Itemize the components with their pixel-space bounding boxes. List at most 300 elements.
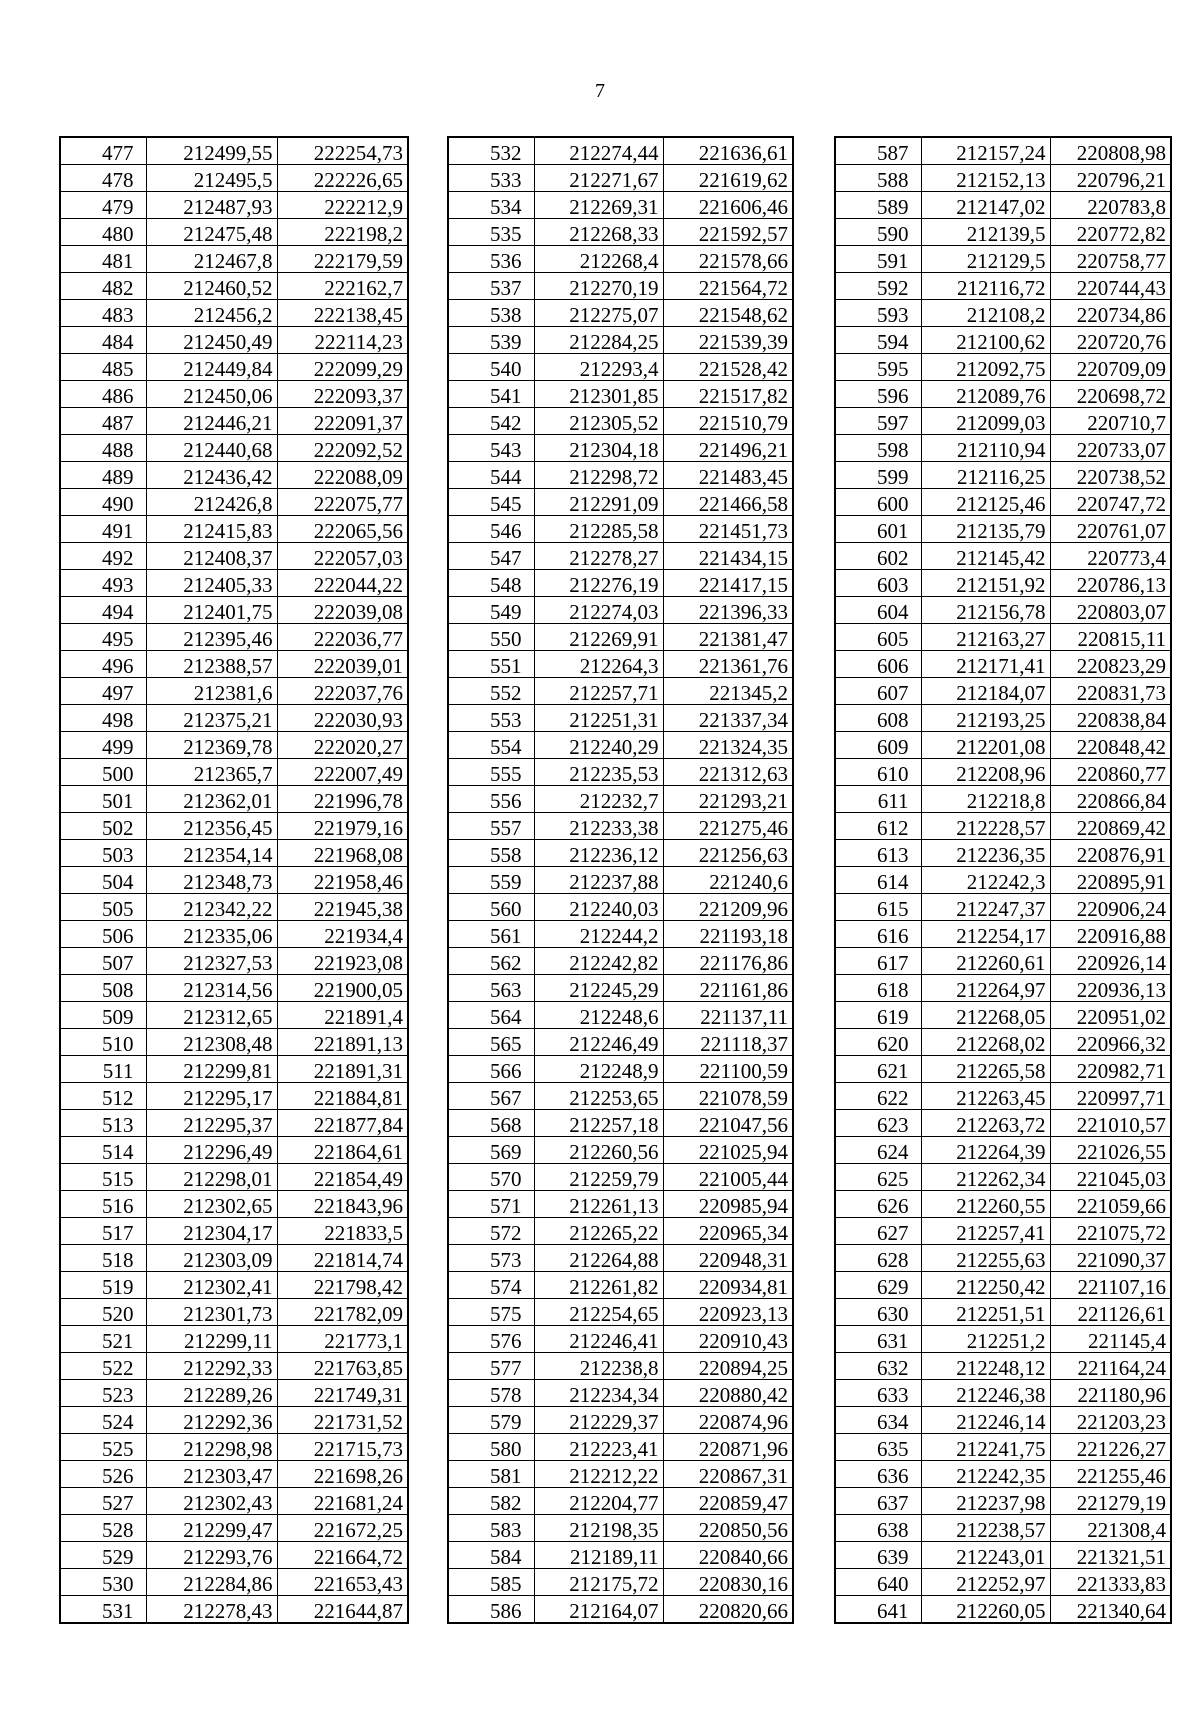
y-coordinate-cell: 222037,76: [277, 678, 408, 705]
point-number-cell: 598: [835, 435, 921, 462]
point-number-cell: 603: [835, 570, 921, 597]
point-number-cell: 641: [835, 1596, 921, 1624]
table-row: [835, 1299, 1171, 1326]
point-number-cell: 515: [60, 1164, 146, 1191]
table-row: [60, 597, 408, 624]
table-row: [60, 570, 408, 597]
table-row: [835, 678, 1171, 705]
y-coordinate-cell: 221854,49: [277, 1164, 408, 1191]
point-number-cell: 492: [60, 543, 146, 570]
point-number-cell: 545: [448, 489, 534, 516]
x-coordinate-cell: 212242,82: [534, 948, 663, 975]
table-row: [835, 921, 1171, 948]
point-number-cell: 518: [60, 1245, 146, 1272]
point-number-cell: 509: [60, 1002, 146, 1029]
point-number-cell: 544: [448, 462, 534, 489]
x-coordinate-cell: 212348,73: [146, 867, 277, 894]
x-coordinate-cell: 212184,07: [921, 678, 1050, 705]
table-row: [60, 840, 408, 867]
y-coordinate-cell: 221118,37: [663, 1029, 793, 1056]
point-number-cell: 480: [60, 219, 146, 246]
point-number-cell: 521: [60, 1326, 146, 1353]
y-coordinate-cell: 220830,16: [663, 1569, 793, 1596]
x-coordinate-cell: 212299,81: [146, 1056, 277, 1083]
x-coordinate-cell: 212456,2: [146, 300, 277, 327]
table-row: [60, 1326, 408, 1353]
point-number-cell: 499: [60, 732, 146, 759]
y-coordinate-cell: 220850,56: [663, 1515, 793, 1542]
y-coordinate-cell: 221345,2: [663, 678, 793, 705]
y-coordinate-cell: 220808,98: [1050, 137, 1171, 165]
y-coordinate-cell: 222075,77: [277, 489, 408, 516]
table-row: [448, 1218, 793, 1245]
y-coordinate-cell: 220772,82: [1050, 219, 1171, 246]
y-coordinate-cell: 220823,29: [1050, 651, 1171, 678]
table-row: [448, 1515, 793, 1542]
table-row: [448, 975, 793, 1002]
y-coordinate-cell: 221010,57: [1050, 1110, 1171, 1137]
point-number-cell: 627: [835, 1218, 921, 1245]
x-coordinate-cell: 212291,09: [534, 489, 663, 516]
x-coordinate-cell: 212251,2: [921, 1326, 1050, 1353]
y-coordinate-cell: 222254,73: [277, 137, 408, 165]
table-row: [835, 516, 1171, 543]
point-number-cell: 580: [448, 1434, 534, 1461]
x-coordinate-cell: 212369,78: [146, 732, 277, 759]
point-number-cell: 618: [835, 975, 921, 1002]
x-coordinate-cell: 212246,38: [921, 1380, 1050, 1407]
y-coordinate-cell: 221337,34: [663, 705, 793, 732]
point-number-cell: 613: [835, 840, 921, 867]
table-row: [835, 327, 1171, 354]
y-coordinate-cell: 220982,71: [1050, 1056, 1171, 1083]
point-number-cell: 576: [448, 1326, 534, 1353]
point-number-cell: 620: [835, 1029, 921, 1056]
point-number-cell: 632: [835, 1353, 921, 1380]
x-coordinate-cell: 212246,41: [534, 1326, 663, 1353]
table-row: [448, 1164, 793, 1191]
y-coordinate-cell: 221075,72: [1050, 1218, 1171, 1245]
x-coordinate-cell: 212212,22: [534, 1461, 663, 1488]
y-coordinate-cell: 220895,91: [1050, 867, 1171, 894]
x-coordinate-cell: 212293,4: [534, 354, 663, 381]
table-row: [60, 381, 408, 408]
y-coordinate-cell: 221996,78: [277, 786, 408, 813]
point-number-cell: 523: [60, 1380, 146, 1407]
y-coordinate-cell: 221312,63: [663, 759, 793, 786]
x-coordinate-cell: 212238,8: [534, 1353, 663, 1380]
y-coordinate-cell: 221528,42: [663, 354, 793, 381]
y-coordinate-cell: 221698,26: [277, 1461, 408, 1488]
x-coordinate-cell: 212151,92: [921, 570, 1050, 597]
y-coordinate-cell: 221145,4: [1050, 1326, 1171, 1353]
y-coordinate-cell: 221619,62: [663, 165, 793, 192]
table-row: [60, 1056, 408, 1083]
y-coordinate-cell: 221026,55: [1050, 1137, 1171, 1164]
x-coordinate-cell: 212218,8: [921, 786, 1050, 813]
table-row: [835, 867, 1171, 894]
point-number-cell: 550: [448, 624, 534, 651]
point-number-cell: 543: [448, 435, 534, 462]
x-coordinate-cell: 212487,93: [146, 192, 277, 219]
table-row: [60, 975, 408, 1002]
point-number-cell: 592: [835, 273, 921, 300]
table-row: [448, 192, 793, 219]
table-row: [835, 1272, 1171, 1299]
point-number-cell: 586: [448, 1596, 534, 1624]
table-row: [60, 408, 408, 435]
x-coordinate-cell: 212240,03: [534, 894, 663, 921]
point-number-cell: 535: [448, 219, 534, 246]
point-number-cell: 570: [448, 1164, 534, 1191]
x-coordinate-cell: 212269,31: [534, 192, 663, 219]
y-coordinate-cell: 222114,23: [277, 327, 408, 354]
y-coordinate-cell: 220923,13: [663, 1299, 793, 1326]
y-coordinate-cell: 221763,85: [277, 1353, 408, 1380]
x-coordinate-cell: 212228,57: [921, 813, 1050, 840]
table-row: [448, 408, 793, 435]
table-row: [60, 246, 408, 273]
table-row: [448, 543, 793, 570]
table-row: [60, 137, 408, 165]
point-number-cell: 527: [60, 1488, 146, 1515]
y-coordinate-cell: 221275,46: [663, 813, 793, 840]
x-coordinate-cell: 212440,68: [146, 435, 277, 462]
table-row: [60, 624, 408, 651]
y-coordinate-cell: 221466,58: [663, 489, 793, 516]
y-coordinate-cell: 221240,6: [663, 867, 793, 894]
y-coordinate-cell: 222179,59: [277, 246, 408, 273]
point-number-cell: 559: [448, 867, 534, 894]
x-coordinate-cell: 212365,7: [146, 759, 277, 786]
x-coordinate-cell: 212408,37: [146, 543, 277, 570]
x-coordinate-cell: 212246,14: [921, 1407, 1050, 1434]
y-coordinate-cell: 220948,31: [663, 1245, 793, 1272]
table-row: [448, 354, 793, 381]
point-number-cell: 575: [448, 1299, 534, 1326]
table-row: [448, 678, 793, 705]
table-row: [60, 1191, 408, 1218]
x-coordinate-cell: 212261,82: [534, 1272, 663, 1299]
y-coordinate-cell: 221279,19: [1050, 1488, 1171, 1515]
x-coordinate-cell: 212252,97: [921, 1569, 1050, 1596]
y-coordinate-cell: 220720,76: [1050, 327, 1171, 354]
y-coordinate-cell: 222065,56: [277, 516, 408, 543]
y-coordinate-cell: 221548,62: [663, 300, 793, 327]
table-row: [835, 435, 1171, 462]
x-coordinate-cell: 212129,5: [921, 246, 1050, 273]
table-row: [60, 1569, 408, 1596]
table-row: [60, 894, 408, 921]
table-row: [835, 1326, 1171, 1353]
point-number-cell: 484: [60, 327, 146, 354]
x-coordinate-cell: 212147,02: [921, 192, 1050, 219]
y-coordinate-cell: 221958,46: [277, 867, 408, 894]
y-coordinate-cell: 221877,84: [277, 1110, 408, 1137]
point-number-cell: 539: [448, 327, 534, 354]
y-coordinate-cell: 220934,81: [663, 1272, 793, 1299]
point-number-cell: 547: [448, 543, 534, 570]
table-row: [448, 1488, 793, 1515]
x-coordinate-cell: 212268,02: [921, 1029, 1050, 1056]
x-coordinate-cell: 212426,8: [146, 489, 277, 516]
point-number-cell: 591: [835, 246, 921, 273]
y-coordinate-cell: 221137,11: [663, 1002, 793, 1029]
point-number-cell: 589: [835, 192, 921, 219]
x-coordinate-cell: 212304,17: [146, 1218, 277, 1245]
point-number-cell: 621: [835, 1056, 921, 1083]
x-coordinate-cell: 212268,4: [534, 246, 663, 273]
point-number-cell: 630: [835, 1299, 921, 1326]
x-coordinate-cell: 212260,55: [921, 1191, 1050, 1218]
y-coordinate-cell: 222030,93: [277, 705, 408, 732]
table-row: [835, 1461, 1171, 1488]
point-number-cell: 602: [835, 543, 921, 570]
point-number-cell: 638: [835, 1515, 921, 1542]
y-coordinate-cell: 221256,63: [663, 840, 793, 867]
y-coordinate-cell: 221923,08: [277, 948, 408, 975]
table-row: [60, 948, 408, 975]
y-coordinate-cell: 220894,25: [663, 1353, 793, 1380]
y-coordinate-cell: 221361,76: [663, 651, 793, 678]
x-coordinate-cell: 212284,25: [534, 327, 663, 354]
x-coordinate-cell: 212110,94: [921, 435, 1050, 462]
point-number-cell: 504: [60, 867, 146, 894]
x-coordinate-cell: 212201,08: [921, 732, 1050, 759]
table-row: [448, 219, 793, 246]
y-coordinate-cell: 220838,84: [1050, 705, 1171, 732]
point-number-cell: 635: [835, 1434, 921, 1461]
x-coordinate-cell: 212415,83: [146, 516, 277, 543]
y-coordinate-cell: 221731,52: [277, 1407, 408, 1434]
table-row: [448, 327, 793, 354]
y-coordinate-cell: 221891,13: [277, 1029, 408, 1056]
y-coordinate-cell: 220869,42: [1050, 813, 1171, 840]
y-coordinate-cell: 220803,07: [1050, 597, 1171, 624]
point-number-cell: 587: [835, 137, 921, 165]
x-coordinate-cell: 212260,61: [921, 948, 1050, 975]
y-coordinate-cell: 220910,43: [663, 1326, 793, 1353]
table-row: [835, 786, 1171, 813]
x-coordinate-cell: 212232,7: [534, 786, 663, 813]
y-coordinate-cell: 221979,16: [277, 813, 408, 840]
point-number-cell: 548: [448, 570, 534, 597]
point-number-cell: 563: [448, 975, 534, 1002]
x-coordinate-cell: 212381,6: [146, 678, 277, 705]
table-row: [835, 651, 1171, 678]
point-number-cell: 508: [60, 975, 146, 1002]
x-coordinate-cell: 212274,44: [534, 137, 663, 165]
point-number-cell: 477: [60, 137, 146, 165]
table-row: [60, 327, 408, 354]
table-row: [448, 1299, 793, 1326]
table-row: [835, 705, 1171, 732]
x-coordinate-cell: 212237,88: [534, 867, 663, 894]
table-row: [60, 759, 408, 786]
y-coordinate-cell: 222138,45: [277, 300, 408, 327]
y-coordinate-cell: 221321,51: [1050, 1542, 1171, 1569]
table-row: [60, 1488, 408, 1515]
table-row: [60, 192, 408, 219]
y-coordinate-cell: 220860,77: [1050, 759, 1171, 786]
table-row: [835, 1353, 1171, 1380]
x-coordinate-cell: 212238,57: [921, 1515, 1050, 1542]
table-row: [60, 1245, 408, 1272]
x-coordinate-cell: 212235,53: [534, 759, 663, 786]
y-coordinate-cell: 222057,03: [277, 543, 408, 570]
x-coordinate-cell: 212278,43: [146, 1596, 277, 1624]
x-coordinate-cell: 212275,07: [534, 300, 663, 327]
point-number-cell: 501: [60, 786, 146, 813]
table-row: [60, 1137, 408, 1164]
x-coordinate-cell: 212401,75: [146, 597, 277, 624]
point-number-cell: 610: [835, 759, 921, 786]
point-number-cell: 617: [835, 948, 921, 975]
table-row: [448, 786, 793, 813]
point-number-cell: 624: [835, 1137, 921, 1164]
table-row: [448, 1191, 793, 1218]
x-coordinate-cell: 212303,47: [146, 1461, 277, 1488]
x-coordinate-cell: 212312,65: [146, 1002, 277, 1029]
point-number-cell: 537: [448, 273, 534, 300]
table-row: [835, 1164, 1171, 1191]
point-number-cell: 512: [60, 1083, 146, 1110]
x-coordinate-cell: 212248,9: [534, 1056, 663, 1083]
y-coordinate-cell: 221293,21: [663, 786, 793, 813]
y-coordinate-cell: 221715,73: [277, 1434, 408, 1461]
point-number-cell: 532: [448, 137, 534, 165]
table-row: [835, 408, 1171, 435]
y-coordinate-cell: 221749,31: [277, 1380, 408, 1407]
table-row: [60, 1029, 408, 1056]
table-row: [448, 516, 793, 543]
table-row: [448, 381, 793, 408]
y-coordinate-cell: 221451,73: [663, 516, 793, 543]
x-coordinate-cell: 212193,25: [921, 705, 1050, 732]
x-coordinate-cell: 212246,49: [534, 1029, 663, 1056]
table-row: [835, 813, 1171, 840]
y-coordinate-cell: 221025,94: [663, 1137, 793, 1164]
point-number-cell: 507: [60, 948, 146, 975]
y-coordinate-cell: 220866,84: [1050, 786, 1171, 813]
table-row: [60, 273, 408, 300]
x-coordinate-cell: 212298,01: [146, 1164, 277, 1191]
y-coordinate-cell: 221434,15: [663, 543, 793, 570]
point-number-cell: 636: [835, 1461, 921, 1488]
x-coordinate-cell: 212099,03: [921, 408, 1050, 435]
x-coordinate-cell: 212298,72: [534, 462, 663, 489]
y-coordinate-cell: 220867,31: [663, 1461, 793, 1488]
y-coordinate-cell: 222226,65: [277, 165, 408, 192]
y-coordinate-cell: 221333,83: [1050, 1569, 1171, 1596]
table-row: [835, 1083, 1171, 1110]
point-number-cell: 495: [60, 624, 146, 651]
x-coordinate-cell: 212152,13: [921, 165, 1050, 192]
y-coordinate-cell: 220965,34: [663, 1218, 793, 1245]
table-row: [448, 948, 793, 975]
x-coordinate-cell: 212260,56: [534, 1137, 663, 1164]
x-coordinate-cell: 212303,09: [146, 1245, 277, 1272]
table-row: [835, 192, 1171, 219]
table-row: [448, 300, 793, 327]
x-coordinate-cell: 212157,24: [921, 137, 1050, 165]
table-row: [60, 1083, 408, 1110]
point-number-cell: 561: [448, 921, 534, 948]
point-number-cell: 497: [60, 678, 146, 705]
point-number-cell: 594: [835, 327, 921, 354]
x-coordinate-cell: 212242,3: [921, 867, 1050, 894]
y-coordinate-cell: 221176,86: [663, 948, 793, 975]
y-coordinate-cell: 220859,47: [663, 1488, 793, 1515]
page-number: 7: [595, 80, 605, 102]
y-coordinate-cell: 222039,01: [277, 651, 408, 678]
table-row: [448, 1569, 793, 1596]
point-number-cell: 560: [448, 894, 534, 921]
y-coordinate-cell: 220783,8: [1050, 192, 1171, 219]
table-row: [835, 1542, 1171, 1569]
table-row: [60, 219, 408, 246]
y-coordinate-cell: 221324,35: [663, 732, 793, 759]
x-coordinate-cell: 212089,76: [921, 381, 1050, 408]
table-row: [835, 1596, 1171, 1624]
x-coordinate-cell: 212467,8: [146, 246, 277, 273]
x-coordinate-cell: 212156,78: [921, 597, 1050, 624]
x-coordinate-cell: 212264,3: [534, 651, 663, 678]
table-row: [448, 1083, 793, 1110]
table-row: [448, 651, 793, 678]
table-row: [448, 1245, 793, 1272]
y-coordinate-cell: 221164,24: [1050, 1353, 1171, 1380]
table-row: [835, 1056, 1171, 1083]
x-coordinate-cell: 212263,72: [921, 1110, 1050, 1137]
y-coordinate-cell: 221161,86: [663, 975, 793, 1002]
table-row: [448, 624, 793, 651]
y-coordinate-cell: 221664,72: [277, 1542, 408, 1569]
x-coordinate-cell: 212268,05: [921, 1002, 1050, 1029]
table-row: [60, 678, 408, 705]
point-number-cell: 494: [60, 597, 146, 624]
table-row: [835, 732, 1171, 759]
x-coordinate-cell: 212251,51: [921, 1299, 1050, 1326]
x-coordinate-cell: 212164,07: [534, 1596, 663, 1624]
table-row: [60, 1110, 408, 1137]
table-row: [60, 1434, 408, 1461]
y-coordinate-cell: 221833,5: [277, 1218, 408, 1245]
x-coordinate-cell: 212475,48: [146, 219, 277, 246]
x-coordinate-cell: 212449,84: [146, 354, 277, 381]
x-coordinate-cell: 212237,98: [921, 1488, 1050, 1515]
x-coordinate-cell: 212295,17: [146, 1083, 277, 1110]
x-coordinate-cell: 212251,31: [534, 705, 663, 732]
x-coordinate-cell: 212292,36: [146, 1407, 277, 1434]
point-number-cell: 593: [835, 300, 921, 327]
point-number-cell: 557: [448, 813, 534, 840]
y-coordinate-cell: 221814,74: [277, 1245, 408, 1272]
point-number-cell: 568: [448, 1110, 534, 1137]
y-coordinate-cell: 220926,14: [1050, 948, 1171, 975]
x-coordinate-cell: 212260,05: [921, 1596, 1050, 1624]
table-row: [835, 1515, 1171, 1542]
y-coordinate-cell: 221226,27: [1050, 1434, 1171, 1461]
point-number-cell: 577: [448, 1353, 534, 1380]
y-coordinate-cell: 221203,23: [1050, 1407, 1171, 1434]
coordinates-table-3: [834, 136, 1172, 1624]
point-number-cell: 639: [835, 1542, 921, 1569]
point-number-cell: 528: [60, 1515, 146, 1542]
x-coordinate-cell: 212254,17: [921, 921, 1050, 948]
x-coordinate-cell: 212253,65: [534, 1083, 663, 1110]
table-row: [60, 1380, 408, 1407]
